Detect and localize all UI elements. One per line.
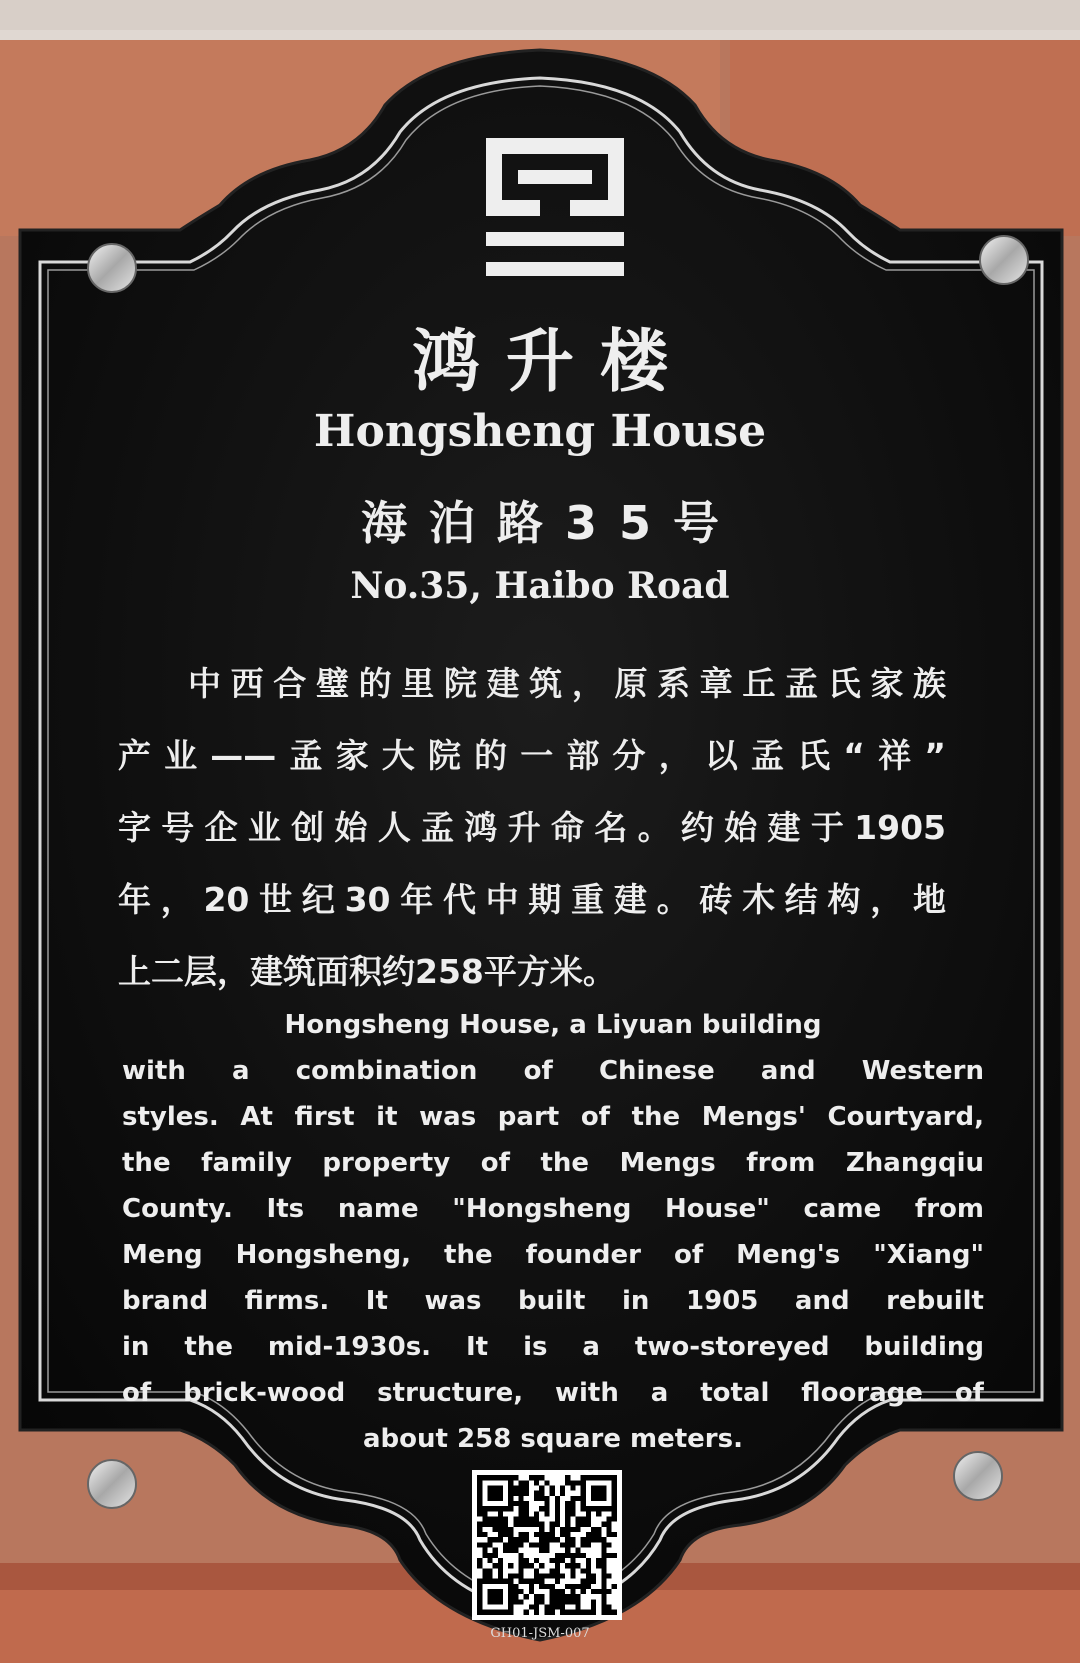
description-chinese-line: 中西合璧的里院建筑，原系章丘孟氏家族 (188, 664, 946, 703)
address-english: No.35, Haibo Road (350, 565, 730, 607)
description-english-line: brand firms. It was built in 1905 and rebuilt (122, 1286, 984, 1316)
description-english-line: the family property of the Mengs from Zhangqiu (122, 1148, 984, 1178)
address-chinese: 海泊路35号 (360, 496, 741, 550)
plaque-title-chinese: 鸿升楼 (411, 322, 694, 402)
mounting-screw-icon (88, 244, 136, 292)
description-chinese-line: 年，20世纪30年代中期重建。砖木结构，地 (118, 880, 946, 919)
qr-code-icon[interactable] (472, 1470, 622, 1620)
description-chinese-line: 上二层，建筑面积约258平方米。 (118, 952, 616, 991)
description-english-line: Meng Hongsheng, the founder of Meng's "Xiang" (122, 1240, 984, 1270)
mounting-screw-icon (88, 1460, 136, 1508)
description-english-line: in the mid-1930s. It is a two-storeyed building (122, 1332, 984, 1362)
description-english-line: about 258 square meters. (363, 1424, 743, 1454)
description-chinese-line: 产业——孟家大院的一部分，以孟氏“祥” (118, 736, 946, 775)
description-english-line: Hongsheng House, a Liyuan building (284, 1010, 822, 1040)
description-english-line: styles. At first it was part of the Mengs' Courtyard, (122, 1102, 984, 1132)
mounting-screw-icon (980, 236, 1028, 284)
description-english (122, 1002, 984, 1462)
description-english-line: of brick-wood structure, with a total floorage of (122, 1378, 984, 1408)
description-english-line: County. Its name "Hongsheng House" came from (122, 1194, 984, 1224)
plaque-title-english: Hongsheng House (313, 406, 767, 457)
description-english-line: with a combination of Chinese and Western (122, 1056, 984, 1086)
plate-code: GH01-JSM-007 (490, 1626, 590, 1641)
description-chinese (118, 648, 946, 1008)
description-chinese-line: 字号企业创始人孟鸿升命名。约始建于1905 (118, 808, 946, 847)
